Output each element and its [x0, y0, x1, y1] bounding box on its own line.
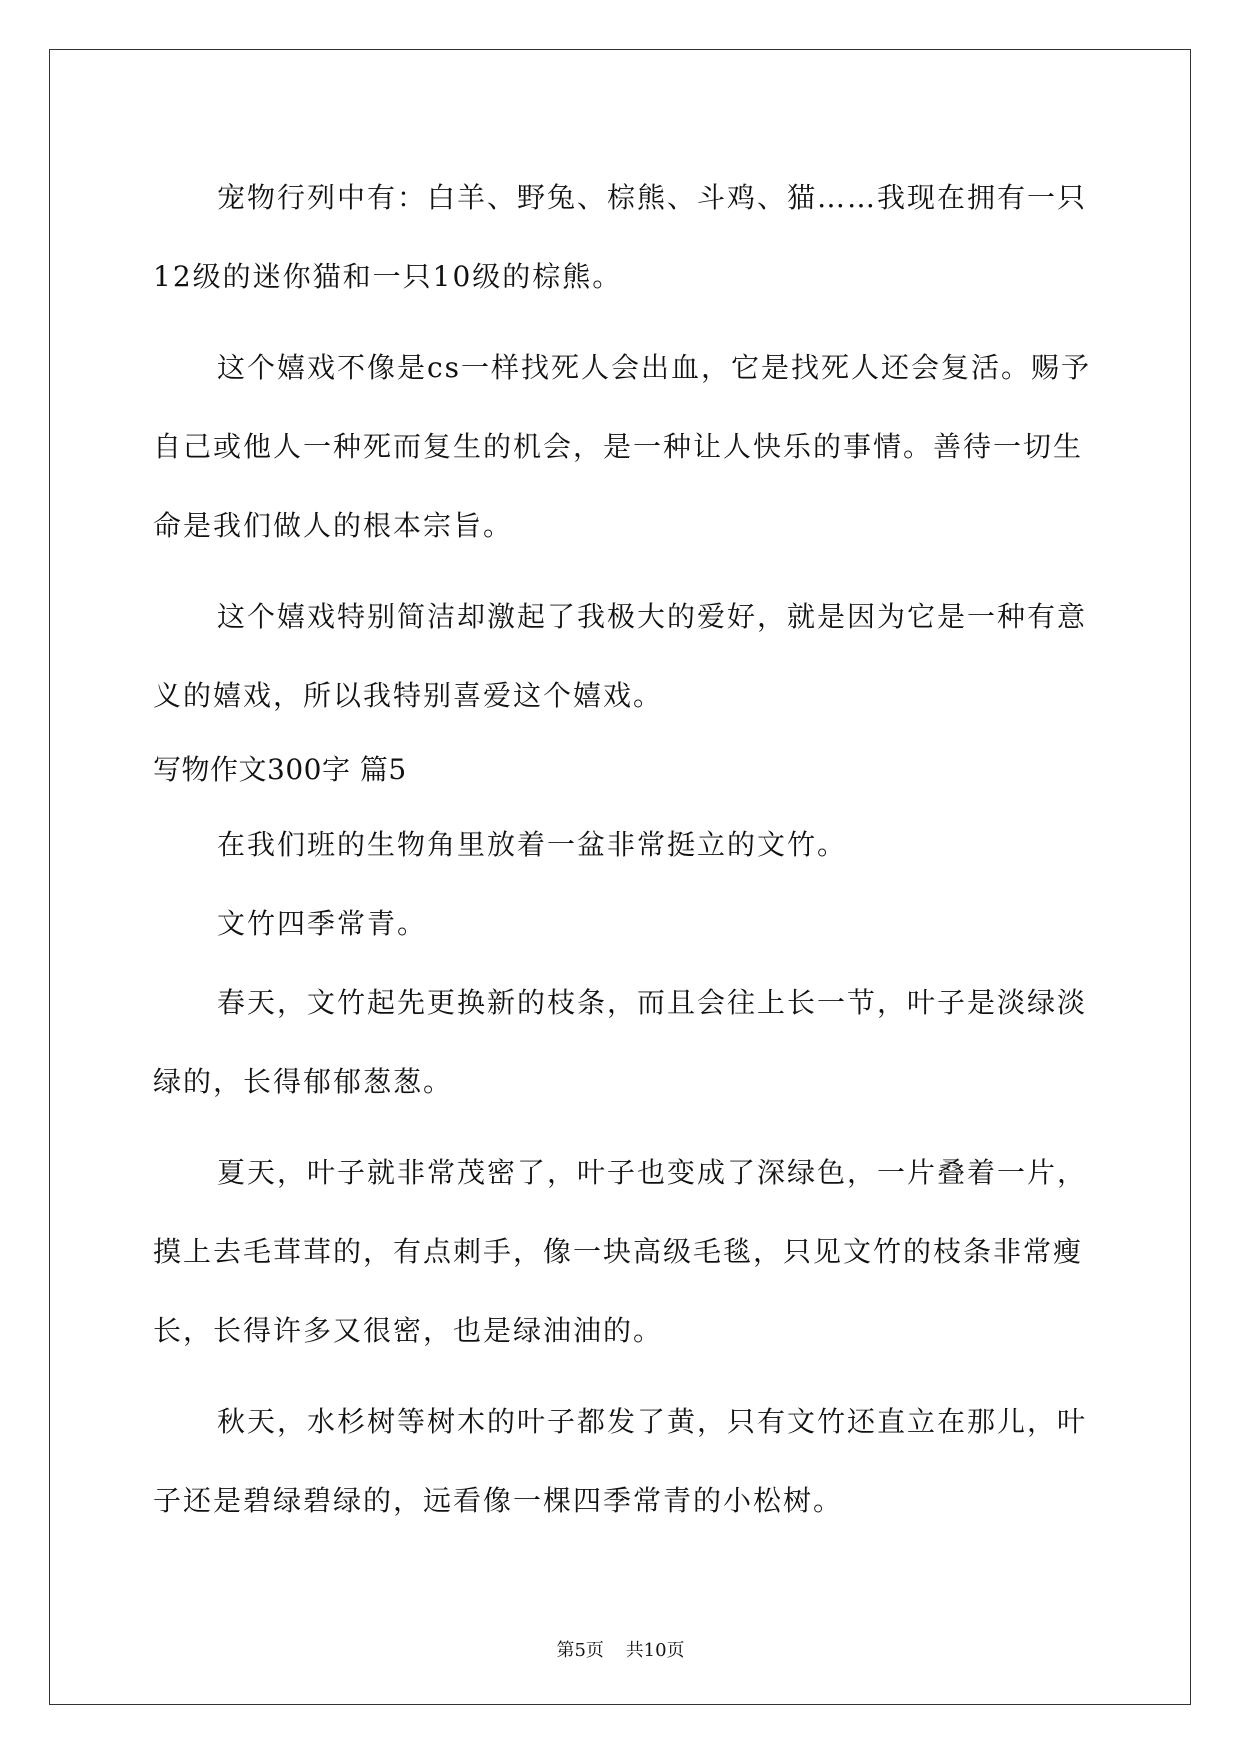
paragraph: 这个嬉戏特别简洁却激起了我极大的爱好，就是因为它是一种有意义的嬉戏，所以我特别喜爱这个嬉戏。: [153, 600, 1088, 712]
paragraph: 文竹四季常青。: [217, 907, 428, 940]
paragraph: 在我们班的生物角里放着一盆非常挺立的文竹。: [217, 828, 848, 861]
section-heading: 写物作文300字 篇5: [153, 753, 407, 786]
paragraph: 这个嬉戏不像是cs一样找死人会出血，它是找死人还会复活。赐予自己或他人一种死而复生的机会，是一种让人快乐的事情。善待一切生命是我们做人的根本宗旨。: [153, 351, 1092, 542]
document-body: [153, 158, 1093, 1540]
page-number: 第5页: [556, 1640, 604, 1661]
paragraph: 秋天，水杉树等树木的叶子都发了黄，只有文竹还直立在那儿，叶子还是碧绿碧绿的，远看像一棵四季常青的小松树。: [153, 1405, 1088, 1517]
paragraph: 夏天，叶子就非常茂密了，叶子也变成了深绿色，一片叠着一片，摸上去毛茸茸的，有点刺手，像一块高级毛毯，只见文竹的枝条非常瘦长，长得许多又很密，也是绿油油的。: [153, 1156, 1088, 1347]
paragraph: 宠物行列中有：白羊、野兔、棕熊、斗鸡、猫……我现在拥有一只12级的迷你猫和一只10级的棕熊。: [153, 181, 1088, 293]
page-total: 共10页: [625, 1640, 685, 1661]
page-footer: [0, 1636, 1241, 1662]
paragraph: 春天，文竹起先更换新的枝条，而且会往上长一节，叶子是淡绿淡绿的，长得郁郁葱葱。: [153, 986, 1088, 1098]
